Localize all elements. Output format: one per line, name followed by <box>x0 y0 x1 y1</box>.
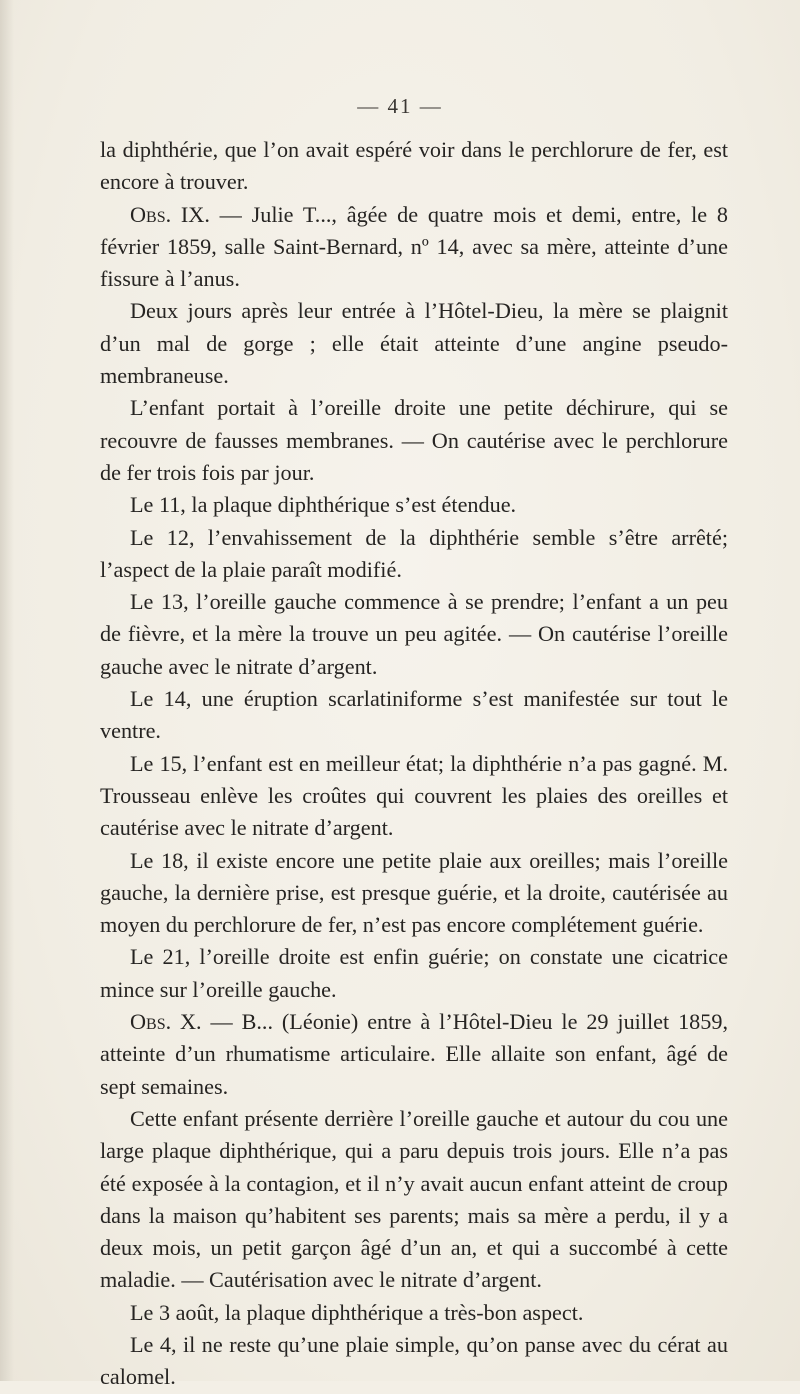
observation-label: Obs. X. <box>130 1009 202 1035</box>
observation-label: Obs. IX. <box>130 201 210 227</box>
paragraph: Le 13, l’oreille gauche commence à se prendre; l’enfant a un peu de fièvre, et la mère la trouve un peu agitée. — On cautérise l’oreille gauche avec le nitrate d’argent. <box>100 589 728 679</box>
paragraph: Le 11, la plaque diphthérique s’est étendue. <box>130 492 517 518</box>
page-number: — 41 — <box>357 94 443 118</box>
paragraph: la diphthérie, que l’on avait espéré voir dans le perchlorure de fer, est encore à trouver. <box>100 137 728 195</box>
paragraph: Le 12, l’envahissement de la diphthérie semble s’être arrêté; l’aspect de la plaie paraît modifié. <box>100 524 728 582</box>
paragraph: Deux jours après leur entrée à l’Hôtel-Dieu, la mère se plaignit d’un mal de gorge ; elle était atteinte d’une angine pseudo-membraneuse. <box>100 298 728 389</box>
paragraph: Le 15, l’enfant est en meilleur état; la diphthérie n’a pas gagné. M. Trousseau enlève les croûtes qui couvrent les plaies des oreilles et cautérise avec le nitrate d’argent. <box>100 750 728 841</box>
paragraph: Le 18, il existe encore une petite plaie aux oreilles; mais l’oreille gauche, la dernière prise, est presque guérie, et la droite, cautérisée au moyen du perchlorure de fer, n’est pas encore complétement guérie. <box>100 847 728 938</box>
paragraph: L’enfant portait à l’oreille droite une petite déchirure, qui se recouvre de fausses membranes. — On cautérise avec le perchlorure de fer trois fois par jour. <box>100 395 728 485</box>
page-spine-shadow <box>0 0 14 1381</box>
body-text <box>100 134 728 1394</box>
paragraph: Le 4, il ne reste qu’une plaie simple, qu’on panse avec du cérat au calomel. <box>100 1331 728 1390</box>
paragraph: Le 3 août, la plaque diphthérique a très-bon aspect. <box>130 1299 584 1325</box>
paragraph: Cette enfant présente derrière l’oreille gauche et autour du cou une large plaque diphthérique, qui a paru depuis trois jours. Elle n’a pas été exposée à la contagion, et il n’y avait aucun enfant atteint de croup dans la maison qu’habitent ses parents; mais sa mère a perdu, il y a deux mois, un petit garçon âgé d’un an, et qui a succombé à cette maladie. — Cautérisation avec le nitrate d’argent. <box>100 1105 728 1293</box>
paragraph: Le 21, l’oreille droite est enfin guérie; on constate une cicatrice mince sur l’oreille gauche. <box>100 944 728 1002</box>
paragraph: Le 14, une éruption scarlatiniforme s’est manifestée sur tout le ventre. <box>100 686 728 744</box>
observation-heading-paragraph: Obs. X. — B... (Léonie) entre à l’Hôtel-Dieu le 29 juillet 1859, atteinte d’un rhumatisme articulaire. Elle allaite son enfant, âgé de sept semaines. <box>100 1009 728 1099</box>
observation-heading-paragraph: Obs. IX. — Julie T..., âgée de quatre mois et demi, entre, le 8 février 1859, salle Saint-Bernard, nº 14, avec sa mère, atteinte d’une fissure à l’anus. <box>100 201 728 292</box>
